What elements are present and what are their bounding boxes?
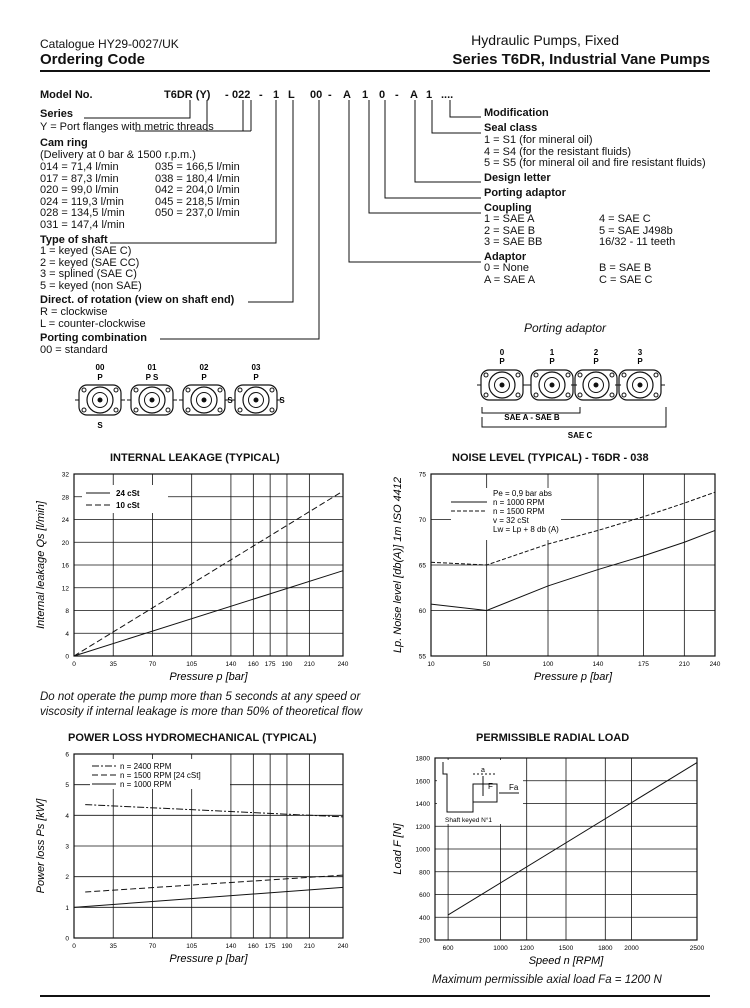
pump-shaft	[638, 383, 643, 388]
porting-code-label: 01	[147, 363, 157, 372]
leakage-warning	[40, 690, 362, 720]
series-line	[74, 491, 343, 656]
sae-ab-label: SAE A - SAE B	[504, 413, 560, 422]
cam-option: 038 = 180,4 l/min	[155, 172, 240, 185]
y-tick-label: 1	[65, 904, 69, 912]
seal-class-heading: Seal class	[484, 122, 538, 134]
bolt-hole	[516, 393, 520, 397]
series-option: Y = Port flanges with metric threads	[40, 121, 214, 133]
force-fa-label: Fa	[509, 783, 519, 792]
legend	[82, 485, 168, 513]
x-tick-label: 175	[264, 661, 276, 668]
x-tick-label: 600	[442, 945, 454, 952]
model-code-part: 1	[273, 89, 280, 101]
bolt-hole	[218, 388, 222, 392]
modification-heading: Modification	[484, 107, 549, 119]
seal-option: 5 = S5 (for mineral oil and fire resistant fluids)	[484, 157, 706, 169]
bolt-hole	[610, 373, 614, 377]
model-code-part: 00	[310, 89, 323, 101]
bolt-hole	[82, 408, 86, 412]
shaft-option: 5 = keyed (non SAE)	[40, 279, 142, 292]
x-tick-label: 190	[281, 661, 293, 668]
x-tick-label: 240	[709, 661, 721, 668]
x-tick-label: 160	[247, 943, 259, 950]
bolt-hole	[566, 373, 570, 377]
y-tick-label: 20	[61, 539, 69, 547]
chart-radial-load	[385, 750, 725, 976]
bolt-hole	[610, 393, 614, 397]
model-code-part: -	[395, 89, 399, 101]
bolt-hole	[516, 373, 520, 377]
bolt-hole	[484, 373, 488, 377]
pump-shaft	[594, 383, 599, 388]
y-tick-label: 600	[419, 892, 430, 899]
shaft-option: 2 = keyed (SAE CC)	[40, 256, 140, 269]
y-tick-label: 0	[65, 653, 69, 661]
y-tick-label: 1200	[415, 823, 430, 831]
x-tick-label: 140	[225, 661, 237, 668]
chart-title-radial-load: PERMISSIBLE RADIAL LOAD	[476, 732, 630, 744]
x-tick-label: 105	[186, 943, 198, 950]
suction-port-label: S	[97, 421, 103, 430]
cam-option: 024 = 119,3 l/min	[40, 195, 124, 208]
bolt-hole	[166, 408, 170, 412]
x-axis-label: Pressure p [bar]	[533, 671, 613, 683]
x-tick-label: 175	[264, 943, 276, 950]
model-code-part: A	[410, 89, 418, 101]
adaptor-heading: Adaptor	[484, 251, 527, 263]
bolt-hole	[578, 393, 582, 397]
y-tick-label: 24	[61, 517, 69, 524]
y-tick-label: 55	[418, 653, 426, 661]
legend-entry: Pe = 0,9 bar abs	[493, 489, 552, 498]
legend	[90, 759, 230, 789]
pressure-port-label: P	[201, 373, 207, 382]
pump-outline	[527, 370, 577, 400]
y-tick-label: 3	[65, 843, 69, 851]
x-tick-label: 140	[225, 943, 237, 950]
dimension-a-label: a	[481, 767, 485, 774]
pressure-port-label: P	[593, 357, 599, 366]
y-axis-label: Load F [N]	[392, 823, 404, 875]
series-line	[85, 875, 343, 892]
chart-internal-leakage	[30, 466, 360, 686]
bolt-hole	[484, 393, 488, 397]
x-tick-label: 1500	[558, 945, 574, 952]
legend-entry: v = 32 cSt	[493, 516, 529, 525]
y-tick-label: 12	[61, 585, 69, 593]
x-tick-label: 70	[148, 943, 157, 950]
y-tick-label: 400	[419, 914, 430, 922]
suction-port-label: S	[227, 396, 233, 405]
bolt-hole	[534, 393, 538, 397]
y-tick-label: 70	[418, 517, 426, 524]
bolt-hole	[622, 373, 626, 377]
force-f-label: F	[488, 782, 493, 791]
x-tick-label: 35	[109, 943, 117, 950]
legend-entry: n = 2400 RPM	[120, 762, 172, 771]
adaptor-code-label: 2	[593, 348, 599, 357]
model-code-part: ....	[441, 89, 454, 101]
pump-shaft	[500, 383, 505, 388]
chart-title-noise-level: NOISE LEVEL (TYPICAL) - T6DR - 038	[452, 452, 649, 464]
series-line	[431, 530, 715, 610]
pump-shaft	[150, 398, 155, 403]
pump-shaft	[254, 398, 259, 403]
pump-outline	[127, 385, 177, 415]
y-tick-label: 2	[65, 874, 69, 882]
model-code-part: 1	[362, 89, 369, 101]
porting-adaptor-heading: Porting adaptor	[484, 187, 566, 199]
shaft-option: 1 = keyed (SAE C)	[40, 245, 132, 257]
x-tick-label: 240	[337, 661, 349, 668]
ordering-connector-lines	[0, 0, 750, 360]
x-tick-label: 240	[337, 943, 349, 950]
coupling-option: 5 = SAE J498b	[599, 224, 673, 237]
bolt-hole	[82, 388, 86, 392]
pump-outline	[477, 370, 527, 400]
porting-code-label: 02	[199, 363, 209, 372]
adaptor-option: A = SAE A	[484, 273, 536, 286]
y-tick-label: 4	[65, 812, 69, 820]
shaft-heading: Type of shaft	[40, 234, 108, 246]
y-tick-label: 6	[65, 751, 69, 759]
series-heading: Series	[40, 108, 74, 120]
y-tick-label: 1400	[415, 801, 430, 808]
coupling-option: 2 = SAE B	[484, 224, 536, 237]
shaft-note: Shaft keyed N°1	[445, 817, 493, 824]
pressure-port-label: P	[637, 357, 643, 366]
x-tick-label: 100	[542, 661, 554, 668]
bolt-hole	[270, 408, 274, 412]
y-tick-label: 1800	[415, 755, 430, 763]
x-axis-label: Speed n [RPM]	[528, 955, 604, 967]
design-letter-heading: Design letter	[484, 172, 551, 184]
cam-option: 035 = 166,5 l/min	[155, 161, 240, 173]
adaptor-code-label: 3	[637, 348, 643, 357]
bolt-hole	[134, 388, 138, 392]
suction-port-label: S	[279, 396, 285, 405]
cam-option: 017 = 87,3 l/min	[40, 172, 119, 185]
shaft-option: 3 = splined (SAE C)	[40, 268, 137, 280]
legend-entry: Lw = Lp + 8 db (A)	[493, 525, 559, 534]
bolt-hole	[566, 393, 570, 397]
y-tick-label: 8	[65, 608, 69, 615]
x-tick-label: 2500	[689, 945, 705, 952]
porting-adaptor-figures	[470, 345, 690, 445]
y-tick-label: 65	[418, 562, 426, 570]
axial-load-note: Maximum permissible axial load Fa = 1200 N	[432, 974, 662, 986]
model-code-part: -	[225, 89, 229, 101]
cam-ring-note: (Delivery at 0 bar & 1500 r.p.m.)	[40, 149, 196, 161]
bolt-hole	[270, 388, 274, 392]
adaptor-code-label: 0	[499, 348, 505, 357]
model-code-part: L	[288, 89, 295, 101]
y-tick-label: 75	[418, 471, 426, 479]
model-no-label: Model No.	[40, 89, 93, 101]
bolt-hole	[238, 388, 242, 392]
bolt-hole	[186, 388, 190, 392]
bolt-hole	[578, 373, 582, 377]
pump-outline	[571, 370, 621, 400]
model-code-part: 1	[426, 89, 433, 101]
bolt-hole	[134, 408, 138, 412]
rotation-heading: Direct. of rotation (view on shaft end)	[40, 294, 235, 306]
x-tick-label: 50	[483, 661, 491, 668]
porting-code-label: 00	[95, 363, 105, 372]
model-code-part: 022	[232, 89, 251, 101]
cam-option: 050 = 237,0 l/min	[155, 207, 240, 219]
adaptor-code-label: 1	[549, 348, 555, 357]
seal-option: 1 = S1 (for mineral oil)	[484, 134, 593, 146]
coupling-option: 4 = SAE C	[599, 213, 651, 225]
x-tick-label: 210	[303, 943, 315, 950]
shaft-inset	[437, 760, 523, 824]
series-line	[74, 571, 343, 656]
x-tick-label: 105	[186, 661, 198, 668]
pressure-port-label: P	[549, 357, 555, 366]
legend-entry: 24 cSt	[116, 489, 140, 498]
x-axis-label: Pressure p [bar]	[169, 671, 248, 683]
seal-option: 4 = S4 (for the resistant fluids)	[484, 145, 632, 158]
series-title: Series T6DR, Industrial Vane Pumps	[452, 51, 710, 68]
x-tick-label: 1000	[493, 945, 508, 952]
bolt-hole	[654, 393, 658, 397]
bolt-hole	[654, 373, 658, 377]
y-tick-label: 5	[65, 782, 69, 790]
porting-option: 00 = standard	[40, 344, 108, 356]
legend	[451, 488, 561, 540]
porting-combination-figures	[60, 360, 300, 430]
y-tick-label: 16	[61, 562, 69, 570]
x-tick-label: 10	[427, 661, 435, 668]
sae-c-label: SAE C	[567, 431, 593, 440]
product-line: Hydraulic Pumps, Fixed	[471, 32, 619, 48]
model-code-part: -	[328, 89, 332, 101]
leakage-warning-line: Do not operate the pump more than 5 seconds at any speed or	[40, 691, 361, 703]
inset-background	[437, 760, 523, 824]
y-tick-label: 1000	[415, 846, 430, 854]
coupling-option: 3 = SAE BB	[484, 236, 543, 248]
model-code-part: 0	[379, 89, 386, 101]
catalogue-number: Catalogue HY29-0027/UK	[40, 37, 179, 51]
bolt-hole	[238, 408, 242, 412]
x-tick-label: 175	[638, 661, 649, 668]
legend-entry: 10 cSt	[116, 501, 140, 510]
bolt-hole	[166, 388, 170, 392]
adaptor-option: C = SAE C	[599, 273, 653, 286]
footer-rule	[40, 995, 710, 997]
x-tick-label: 140	[592, 661, 604, 668]
model-code-part: -	[259, 89, 263, 101]
x-tick-label: 70	[148, 661, 157, 668]
legend-entry: n = 1500 RPM	[493, 507, 545, 516]
x-tick-label: 1200	[519, 945, 534, 952]
model-code-part: A	[343, 89, 351, 101]
x-axis-label: Pressure p [bar]	[169, 953, 248, 965]
y-tick-label: 4	[65, 630, 69, 638]
x-tick-label: 210	[678, 661, 690, 668]
legend-entry: n = 1000 RPM	[493, 498, 545, 507]
chart-title-internal-leakage: INTERNAL LEAKAGE (TYPICAL)	[110, 452, 280, 464]
x-tick-label: 1800	[598, 945, 613, 952]
chart-title-power-loss: POWER LOSS HYDROMECHANICAL (TYPICAL)	[68, 732, 317, 744]
x-tick-label: 2000	[624, 945, 639, 952]
bolt-hole	[114, 388, 118, 392]
y-tick-label: 800	[419, 869, 430, 877]
bolt-hole	[534, 373, 538, 377]
pump-outline	[231, 385, 281, 415]
y-tick-label: 28	[61, 494, 69, 502]
y-tick-label: 200	[419, 937, 430, 945]
bolt-hole	[622, 393, 626, 397]
coupling-option: 16/32 - 11 teeth	[599, 236, 676, 248]
cam-option: 028 = 134,5 l/min	[40, 207, 125, 219]
section-title: Ordering Code	[40, 51, 146, 68]
legend-entry: n = 1500 RPM [24 cSt]	[120, 771, 201, 780]
cam-option: 042 = 204,0 l/min	[155, 184, 240, 196]
adaptor-option: 0 = None	[484, 262, 529, 274]
chart-power-loss	[30, 746, 360, 978]
x-tick-label: 210	[303, 661, 315, 668]
coupling-heading: Coupling	[484, 202, 532, 214]
pressure-port-label: P	[97, 373, 103, 382]
rotation-option: R = clockwise	[40, 306, 108, 318]
coupling-option: 1 = SAE A	[484, 213, 535, 225]
legend-entry: n = 1000 RPM	[120, 780, 172, 789]
pump-shaft	[202, 398, 207, 403]
pump-outline	[75, 385, 125, 415]
x-tick-label: 160	[247, 661, 259, 668]
porting-heading: Porting combination	[40, 332, 147, 344]
porting-adaptor-caption: Porting adaptor	[524, 321, 607, 335]
adaptor-option: B = SAE B	[599, 262, 652, 274]
y-tick-label: 60	[418, 608, 426, 615]
y-tick-label: 32	[61, 471, 69, 479]
model-code-part: T6DR (Y)	[164, 89, 211, 101]
leakage-warning-line: viscosity if internal leakage is more than 50% of theoretical flow	[40, 706, 363, 718]
x-tick-label: 190	[281, 943, 293, 950]
y-axis-label: Power loss Ps [kW]	[35, 798, 47, 894]
pressure-port-label: P	[499, 357, 505, 366]
x-tick-label: 0	[72, 661, 76, 668]
y-tick-label: 0	[65, 935, 69, 943]
pump-outline	[615, 370, 665, 400]
pump-outline	[179, 385, 229, 415]
cam-option: 014 = 71,4 l/min	[40, 161, 119, 173]
y-tick-label: 1600	[415, 778, 430, 786]
pressure-port-label: P	[253, 373, 259, 382]
pump-shaft	[98, 398, 103, 403]
pressure-port-label: P S	[145, 373, 159, 382]
bolt-hole	[114, 408, 118, 412]
cam-ring-heading: Cam ring	[40, 137, 88, 149]
x-tick-label: 0	[72, 943, 76, 950]
chart-noise-level	[385, 466, 725, 686]
pump-shaft	[550, 383, 555, 388]
cam-option: 020 = 99,0 l/min	[40, 184, 119, 196]
bolt-hole	[218, 408, 222, 412]
cam-option: 031 = 147,4 l/min	[40, 218, 125, 231]
cam-option: 045 = 218,5 l/min	[155, 195, 240, 208]
rotation-option: L = counter-clockwise	[40, 317, 146, 330]
x-tick-label: 35	[109, 661, 117, 668]
y-axis-label: Lp. Noise level [db(A)] 1m ISO 4412	[392, 476, 404, 654]
y-axis-label: Internal leakage Qs [l/min]	[35, 501, 47, 629]
porting-code-label: 03	[251, 363, 261, 372]
bolt-hole	[186, 408, 190, 412]
